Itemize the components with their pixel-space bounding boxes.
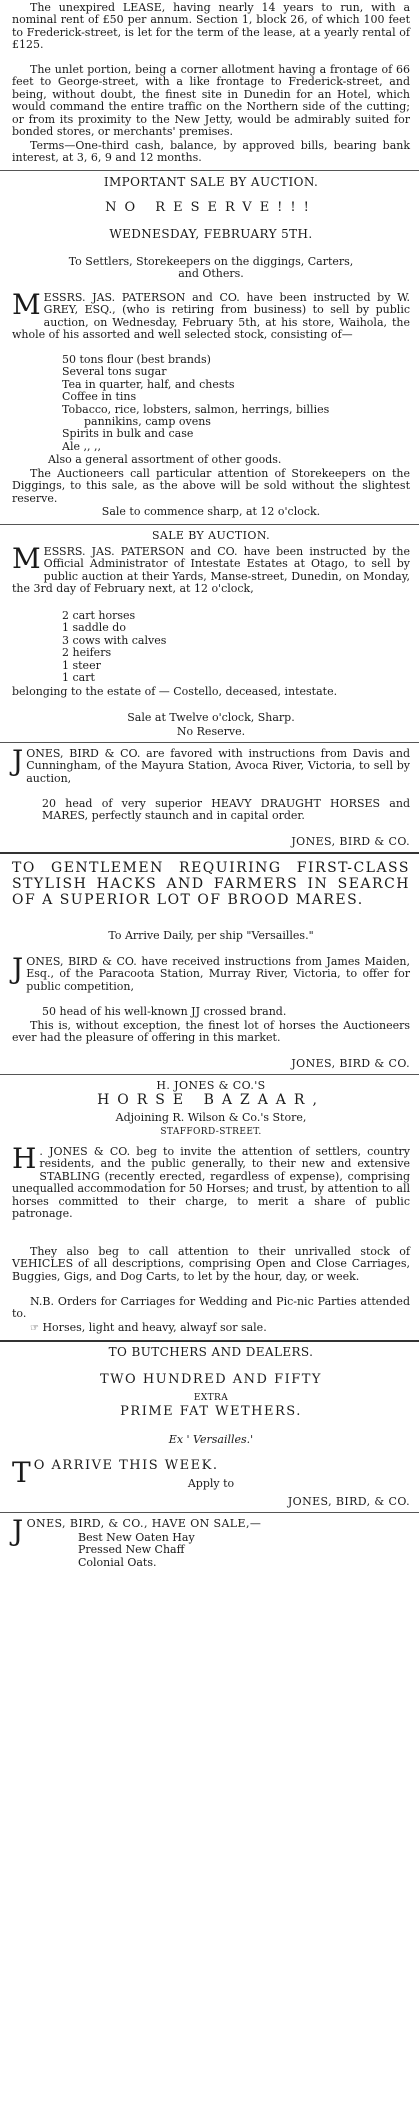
drop-cap: H xyxy=(12,1142,37,1175)
audience-line-1: To Settlers, Storekeepers on the diggings, Carters, xyxy=(68,255,354,268)
butchers-heading: TO BUTCHERS AND DEALERS. xyxy=(108,1345,314,1359)
list-item: 1 steer xyxy=(62,658,101,672)
paterson-grey-notice xyxy=(12,288,410,342)
vehicles-notice: They also beg to call attention to their unrivalled stock of VEHICLES of all descriptions, comprising Open and Close Carriages, Buggies, Gigs, and Dog Carts, to let by the hour, day, or week. xyxy=(12,1245,410,1283)
drop-cap: M xyxy=(12,542,41,575)
list-item: 1 saddle do xyxy=(62,621,126,635)
arrive-text: O ARRIVE THIS WEEK. xyxy=(33,1458,219,1473)
list-item: Tea in quarter, half, and chests xyxy=(62,377,235,391)
ex-versailles: Ex ' Versailles.' xyxy=(168,1433,254,1446)
list-item: Tobacco, rice, lobsters, salmon, herrings, billies xyxy=(62,402,330,416)
bazaar-title: HORSE BAZAAR, xyxy=(97,1092,325,1108)
two-hundred-fifty: TWO HUNDRED AND FIFTY xyxy=(100,1372,322,1387)
draught-body: ONES, BIRD & CO. are favored with instructions from Davis and Cunningham, of the Mayura Station, Avoca River, Victoria, to sell by auction, xyxy=(26,747,410,785)
list-item: Colonial Oats. xyxy=(78,1555,157,1569)
arrive-daily: To Arrive Daily, per ship "Versailles." xyxy=(108,929,314,942)
draught-lot: 20 head of very superior HEAVY DRAUGHT HORSES and MARES, perfectly staunch and in capital order. xyxy=(42,797,410,823)
drop-cap: J xyxy=(12,952,24,985)
divider xyxy=(0,1074,419,1075)
extra-label: EXTRA xyxy=(193,1393,229,1403)
lease-paragraph-2: The unlet portion, being a corner allotment having a frontage of 66 feet to George-street, with a like frontage to Frederick-street, and being, without doubt, the finest site in Dunedin for an Hotel, which would command the entire traffic on the Northern side of the cutting; or from its proximity to the New Jetty, would be admirably suited for bonded stores, or merchants' premises. xyxy=(12,63,410,139)
divider xyxy=(0,852,419,854)
important-sale-heading: IMPORTANT SALE BY AUCTION. xyxy=(103,175,319,189)
general-assortment: Also a general assortment of other goods. xyxy=(48,453,282,466)
draught-horses-notice xyxy=(12,744,410,785)
estate-notice xyxy=(12,542,410,596)
audience-line-2: and Others. xyxy=(178,267,244,280)
lease-paragraph xyxy=(12,2,410,52)
divider xyxy=(0,170,419,171)
maiden-notice xyxy=(12,952,410,993)
list-item: Several tons sugar xyxy=(62,365,167,379)
list-item: Coffee in tins xyxy=(62,390,137,404)
lease-text-1: The unexpired LEASE, having nearly 14 years to run, with a nominal rent of £50 per annum. Section 1, block 26, of which 100 feet to Frederick-street, is let for the term of the lease, at a yearly rental of £125. xyxy=(12,1,410,52)
on-sale-list xyxy=(12,1532,419,1569)
list-item: Best New Oaten Hay xyxy=(78,1531,195,1544)
list-item: Spirits in bulk and case xyxy=(62,427,194,441)
goods-list xyxy=(12,354,419,453)
finest-lot: This is, without exception, the finest lot of horses the Auctioneers ever had the pleasure of offering in this market. xyxy=(12,1019,410,1045)
bazaar-adjoining: Adjoining R. Wilson & Co.'s Store, xyxy=(115,1111,307,1124)
paterson-grey-body: ESSRS. JAS. PATERSON and CO. have been instructed by W. GREY, ESQ., (who is retiring from business) to sell by public auction, on Wednesday, February 5th, at his store, Waihola, the whole of his assorted and well selected stock, consisting of— xyxy=(12,291,410,342)
sale-by-auction-heading: SALE BY AUCTION. xyxy=(151,529,271,542)
list-item: Pressed New Chaff xyxy=(78,1543,185,1557)
estate-belonging: belonging to the estate of — Costello, deceased, intestate. xyxy=(12,685,338,698)
horses-line: Horses, light and heavy, alwayf sor sale. xyxy=(42,1321,267,1334)
divider xyxy=(0,524,419,525)
lease-terms: Terms—One-third cash, balance, by approved bills, bearing bank interest, at 3, 6, 9 and 12 months. xyxy=(12,139,410,165)
signature: JONES, BIRD & CO. xyxy=(291,835,410,848)
bazaar-body: . JONES & CO. beg to invite the attention of settlers, country residents, and the public generally, to their new and extensive STABLING (recently erected, regardless of expense), comprising unequalled accommodation for 50 Horses; and trust, by attention to all horses committed to their charge, to merit a share of public patronage. xyxy=(12,1145,410,1221)
sale-time: Sale at Twelve o'clock, Sharp. xyxy=(127,711,295,724)
apply-to: Apply to xyxy=(187,1477,235,1490)
orders-note: N.B. Orders for Carriages for Wedding and Pic-nic Parties attended to. xyxy=(12,1295,410,1321)
livestock-list xyxy=(12,610,419,684)
divider xyxy=(0,1512,419,1513)
list-item: 1 cart xyxy=(62,671,95,685)
divider xyxy=(0,742,419,743)
sale-date: WEDNESDAY, FEBRUARY 5TH. xyxy=(109,227,313,241)
horses-for-sale xyxy=(12,1322,410,1335)
jj-brand: 50 head of his well-known JJ crossed brand. xyxy=(42,1005,287,1018)
gentlemen-heading: TO GENTLEMEN REQUIRING FIRST-CLASS STYLISH HACKS AND FARMERS IN SEARCH OF A SUPERIOR LOT OF BROOD MARES. xyxy=(12,860,410,908)
drop-cap: J xyxy=(12,744,24,777)
list-item: 2 cart horses xyxy=(62,609,136,622)
drop-cap: T xyxy=(12,1456,31,1489)
list-item: 2 heifers xyxy=(62,646,112,660)
on-sale-heading: ONES, BIRD, & CO., HAVE ON SALE,— xyxy=(26,1517,262,1530)
pointing-hand-icon: ☞ xyxy=(30,1323,39,1334)
list-item: pannikins, camp ovens xyxy=(84,415,211,429)
prime-fat-wethers: PRIME FAT WETHERS. xyxy=(120,1404,302,1419)
signature: JONES, BIRD, & CO. xyxy=(287,1495,410,1508)
bazaar-owner: H. JONES & CO.'S xyxy=(156,1079,266,1092)
no-reserve-heading: NO RESERVE!!! xyxy=(105,200,317,215)
auctioneers-note: The Auctioneers call particular attention of Storekeepers on the Diggings, to this sale, as the above will be sold without the slightest reserve. xyxy=(12,467,410,505)
list-item: 3 cows with calves xyxy=(62,633,167,647)
drop-cap: M xyxy=(12,288,41,321)
divider xyxy=(0,1340,419,1342)
drop-cap: J xyxy=(12,1514,24,1547)
list-item: 50 tons flour (best brands) xyxy=(62,353,211,366)
estate-body: ESSRS. JAS. PATERSON and CO. have been instructed by the Official Administrator of Intestate Estates at Otago, to sell by public auction at their Yards, Manse-street, Dunedin, on Monday, the 3rd day of February next, at 12 o'clock, xyxy=(12,545,410,596)
bazaar-street: STAFFORD-STREET. xyxy=(160,1127,262,1137)
commence-note: Sale to commence sharp, at 12 o'clock. xyxy=(101,505,321,518)
signature: JONES, BIRD & CO. xyxy=(291,1057,410,1070)
bazaar-notice xyxy=(12,1142,410,1221)
no-reserve: No Reserve. xyxy=(176,725,246,738)
maiden-body: ONES, BIRD & CO. have received instructions from James Maiden, Esq., of the Paracoota Station, Murray River, Victoria, to offer for public competition, xyxy=(26,955,410,993)
list-item: Ale ,, ,, xyxy=(62,439,101,453)
